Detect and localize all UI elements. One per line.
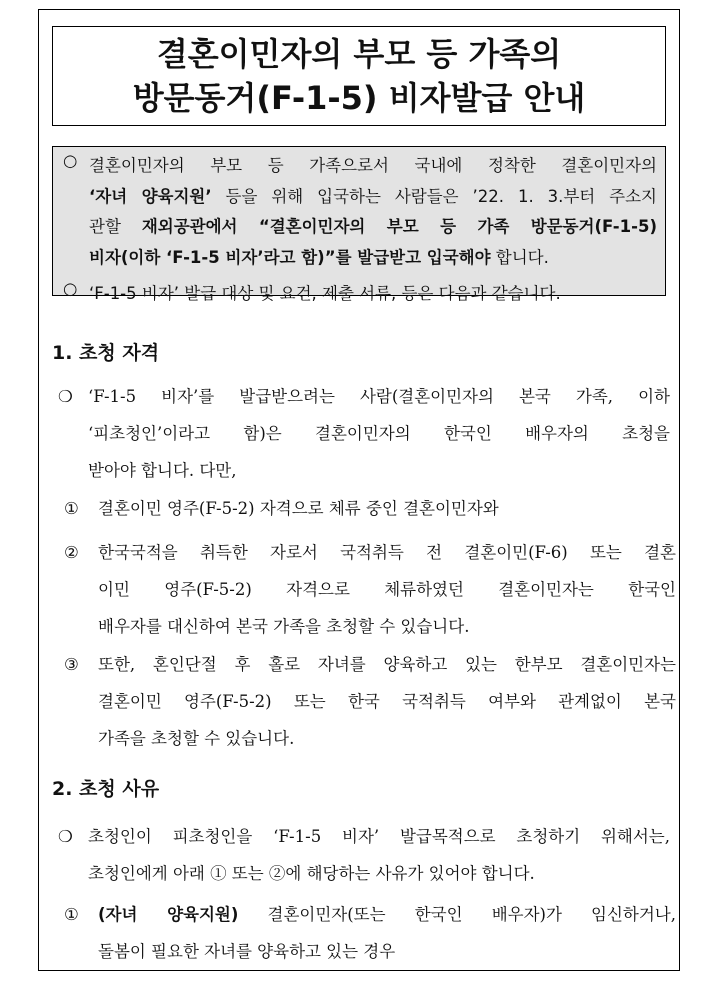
item-line (64, 534, 676, 571)
number-marker: ② (64, 543, 79, 562)
circle-bullet-icon: ○ (63, 279, 78, 298)
section-1-item-2 (64, 534, 676, 645)
paragraph-line (58, 818, 670, 855)
item-text: 결혼이민 영주(F-5-2) 자격으로 체류 중인 결혼이민자와 (98, 499, 499, 518)
title-line-2: 방문동거(F-1-5) 비자발급 안내 (132, 79, 586, 117)
summary-bold: 비자(이하 ‘F-1-5 비자’라고 함)”를 발급받고 입국해야 (89, 247, 491, 267)
summary-text: 관할 (89, 217, 142, 236)
item-line: 이민 영주(F-5-2) 자격으로 체류하였던 결혼이민자는 한국인 (98, 580, 676, 599)
title-line-1: 결혼이민자의 부모 등 가족의 (156, 35, 562, 73)
summary-box (52, 146, 666, 303)
item-line: 돌봄이 필요한 자녀를 양육하고 있는 경우 (98, 942, 396, 961)
paragraph-line: 받아야 합니다. 다만, (88, 461, 237, 480)
item-text: 한국국적을 취득한 자로서 국적취득 전 결혼이민(F-6) 또는 결혼 (98, 543, 676, 562)
title-box (52, 26, 666, 126)
number-marker: ① (64, 499, 79, 518)
circle-bullet-icon: ○ (63, 151, 78, 170)
item-line (64, 490, 676, 527)
paragraph-text: 초청인이 피초청인을 ‘F-1-5 비자’ 발급목적으로 초청하기 위해서는, (88, 827, 670, 846)
summary-item-1 (63, 151, 657, 273)
item-line (64, 896, 676, 933)
summary-line (89, 212, 657, 243)
item-line: 배우자를 대신하여 본국 가족을 초청할 수 있습니다. (98, 617, 470, 636)
section-1-heading: 1. 초청 자격 (52, 342, 160, 364)
number-marker: ③ (64, 655, 79, 674)
summary-text: 합니다. (490, 247, 549, 267)
circle-bullet-icon: ❍ (58, 827, 73, 846)
section-2-heading: 2. 초청 사유 (52, 778, 160, 800)
item-text: 또한, 혼인단절 후 홀로 자녀를 양육하고 있는 한부모 결혼이민자는 (98, 655, 676, 674)
summary-bold: ‘자녀 양육지원’ (89, 186, 212, 206)
paragraph-line (58, 378, 670, 415)
summary-line (89, 182, 657, 213)
paragraph-line: ‘피초청인’이라고 함)은 결혼이민자의 한국인 배우자의 초청을 (88, 424, 670, 443)
section-1-paragraph (58, 378, 670, 489)
summary-line: 결혼이민자의 부모 등 가족으로서 국내에 정착한 결혼이민자의 (89, 156, 657, 175)
summary-line (89, 243, 657, 274)
summary-line: ‘F-1-5 비자’ 발급 대상 및 요건, 제출 서류, 등은 다음과 같습니다. (89, 284, 561, 303)
section-1-item-3 (64, 646, 676, 757)
summary-text: 등을 위해 입국하는 사람들은 ’22. 1. 3.부터 주소지 (211, 186, 657, 206)
item-line: 결혼이민 영주(F-5-2) 또는 한국 국적취득 여부와 관계없이 본국 (98, 692, 676, 711)
section-2-item-1 (64, 896, 676, 970)
circle-bullet-icon: ❍ (58, 387, 73, 406)
summary-bold: 재외공관에서 “결혼이민자의 부모 등 가족 방문동거(F-1-5) (141, 217, 657, 236)
section-2-paragraph (58, 818, 670, 892)
section-1-item-1 (64, 490, 676, 527)
item-bold: (자녀 양육지원) (98, 905, 239, 924)
item-text: 결혼이민자(또는 한국인 배우자)가 임신하거나, (238, 905, 676, 924)
number-marker: ① (64, 905, 79, 924)
summary-item-2 (63, 279, 657, 310)
paragraph-text: ‘F-1-5 비자’를 발급받으려는 사람(결혼이민자의 본국 가족, 이하 (88, 387, 670, 406)
paragraph-line: 초청인에게 아래 ① 또는 ②에 해당하는 사유가 있어야 합니다. (88, 864, 535, 883)
item-line (64, 646, 676, 683)
item-line: 가족을 초청할 수 있습니다. (98, 729, 295, 748)
